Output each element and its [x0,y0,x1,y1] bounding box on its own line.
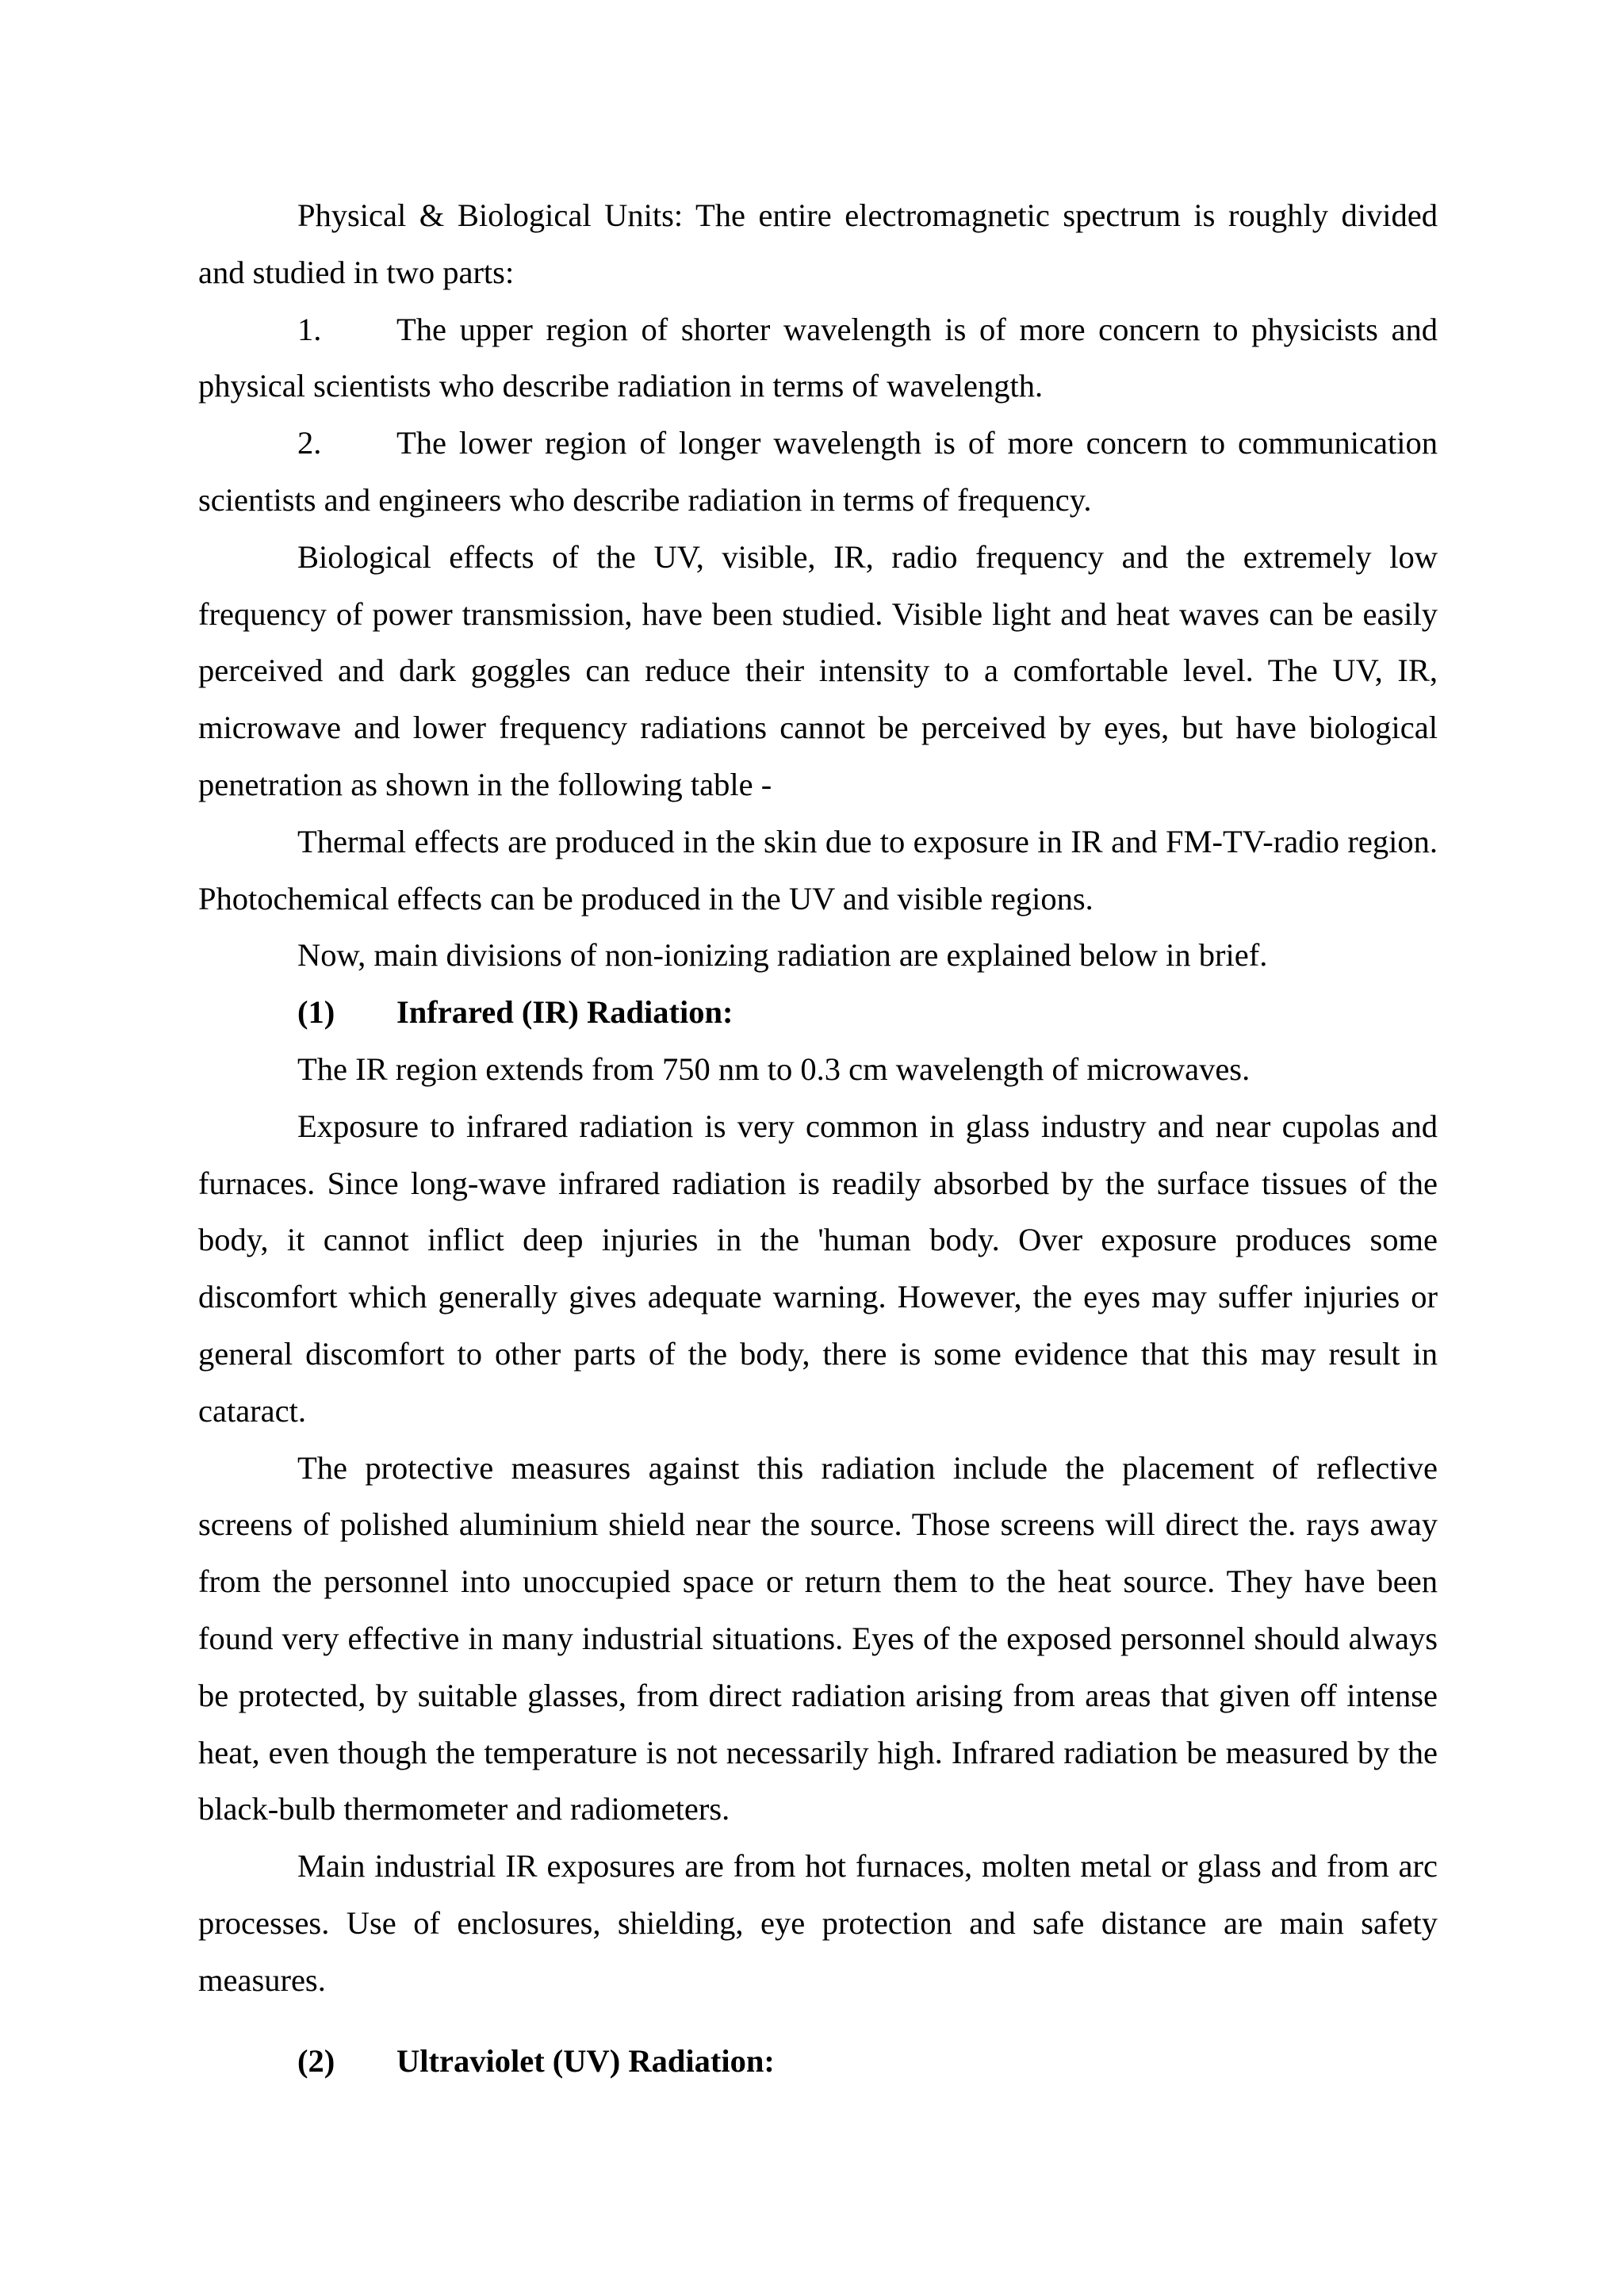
biological-effects-paragraph: Biological effects of the UV, visible, IR, radio frequency and the extremely low frequency of power transmission, have been studied. Visible light and heat waves can be easily perceived and dark goggles can reduce their intensity to a comfortable level. The UV, IR, microwave and lower frequency radiations cannot be perceived by eyes, but have biological penetration as shown in the following table - [198,538,1438,802]
divisions-paragraph: Now, main divisions of non-ionizing radiation are explained below in brief. [297,937,1268,974]
spacer [198,2009,1438,2033]
section-number: (1) [297,994,335,1031]
list-item-text: The upper region of shorter wavelength is of more concern to physicists and physical scientists who describe radiation in terms of wavelength. [198,311,1438,404]
list-item-text: The lower region of longer wavelength is of more concern to communication scientists and engineers who describe radiation in terms of frequency. [198,425,1438,518]
list-item [198,415,1438,529]
section-number: (2) [297,2042,335,2079]
document-page [198,187,1438,2089]
list-item [198,301,1438,415]
section-heading-ir [198,984,1438,1041]
ir-region-paragraph: The IR region extends from 750 nm to 0.3 cm wavelength of microwaves. [297,1050,1251,1087]
section-heading-uv [198,2033,1438,2090]
thermal-effects-paragraph: Thermal effects are produced in the skin due to exposure in IR and FM-TV-radio region. Photochemical effects can be produced in the UV and visible regions. [198,823,1438,916]
list-item-number: 2. [297,425,322,461]
section-title: Infrared (IR) Radiation: [396,994,733,1031]
ir-industrial-paragraph: Main industrial IR exposures are from hot furnaces, molten metal or glass and from arc processes. Use of enclosures, shielding, eye protection and safe distance are main safety measures. [198,1848,1438,1998]
ir-exposure-paragraph: Exposure to infrared radiation is very common in glass industry and near cupolas and furnaces. Since long-wave infrared radiation is readily absorbed by the surface tissues of the body, it cannot inflict deep injuries in the 'human body. Over exposure produces some discomfort which generally gives adequate warning. However, the eyes may suffer injuries or general discomfort to other parts of the body, there is some evidence that this may result in cataract. [198,1108,1438,1429]
ir-protective-paragraph: The protective measures against this radiation include the placement of reflective screens of polished aluminium shield near the source. Those screens will direct the. rays away from the personnel into unoccupied space or return them to the heat source. They have been found very effective in many industrial situations. Eyes of the exposed personnel should always be protected, by suitable glasses, from direct radiation arising from areas that given off intense heat, even though the temperature is not necessarily high. Infrared radiation be measured by the black-bulb thermometer and radiometers. [198,1449,1438,1827]
intro-paragraph: Physical & Biological Units: The entire electromagnetic spectrum is roughly divided and studied in two parts: [198,197,1438,290]
list-item-number: 1. [297,311,322,347]
section-title: Ultraviolet (UV) Radiation: [396,2042,775,2079]
